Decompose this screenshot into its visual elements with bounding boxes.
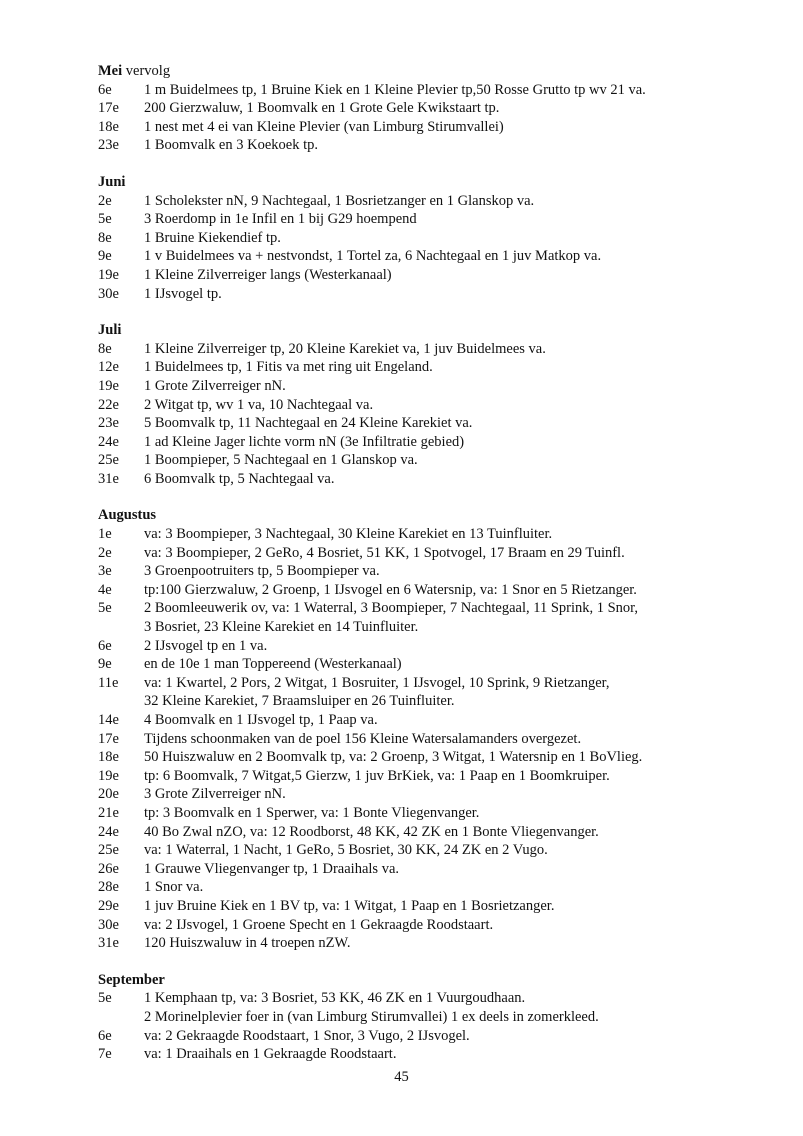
entry-text: 1 Kemphaan tp, va: 3 Bosriet, 53 KK, 46 ZK en 1 Vuurgoudhaan. [144, 990, 526, 1007]
observation-entry [98, 470, 788, 489]
observation-entry [98, 655, 788, 674]
entry-text: va: 1 Kwartel, 2 Pors, 2 Witgat, 1 Bosruiter, 1 IJsvogel, 10 Sprink, 9 Rietzanger, [144, 674, 610, 691]
month-title: September [98, 971, 165, 988]
entry-text: 1 ad Kleine Jager lichte vorm nN (3e Infiltratie gebied) [144, 433, 465, 450]
entry-text: 120 Huiszwaluw in 4 troepen nZW. [144, 935, 351, 952]
month-heading [98, 173, 788, 192]
entry-day: 23e [98, 415, 119, 432]
entry-day: 22e [98, 396, 119, 413]
entry-day: 7e [98, 1046, 112, 1063]
entry-day: 5e [98, 990, 112, 1007]
entry-day: 30e [98, 285, 119, 302]
entry-day: 9e [98, 656, 112, 673]
observation-entry [98, 599, 788, 618]
entry-text: tp:100 Gierzwaluw, 2 Groenp, 1 IJsvogel en 6 Watersnip, va: 1 Snor en 5 Rietzanger. [144, 581, 637, 598]
document-body [98, 62, 788, 1082]
month-heading [98, 62, 788, 81]
entry-text: Tijdens schoonmaken van de poel 156 Kleine Watersalamanders overgezet. [144, 730, 582, 747]
observation-entry [98, 192, 788, 211]
entry-day: 11e [98, 674, 119, 691]
observation-entry [98, 210, 788, 229]
observation-entry [98, 285, 788, 304]
month-heading [98, 971, 788, 990]
observation-entry-continuation [98, 618, 788, 637]
month-section [98, 173, 788, 303]
entry-text: 1 m Buidelmees tp, 1 Bruine Kiek en 1 Kleine Plevier tp,50 Rosse Grutto tp wv 21 va. [144, 81, 646, 98]
observation-entry [98, 785, 788, 804]
month-heading [98, 506, 788, 525]
month-title: Mei [98, 63, 123, 79]
observation-entry [98, 934, 788, 953]
entry-text: va: 2 IJsvogel, 1 Groene Specht en 1 Gekraagde Roodstaart. [144, 916, 494, 933]
entry-day: 17e [98, 730, 119, 747]
entry-day: 24e [98, 823, 119, 840]
month-title-suffix: vervolg [122, 63, 171, 79]
entry-text: 1 Bruine Kiekendief tp. [144, 229, 281, 246]
observation-entry [98, 81, 788, 100]
entry-day: 8e [98, 340, 112, 357]
observation-entry [98, 247, 788, 266]
entry-text: 1 Grote Zilverreiger nN. [144, 377, 286, 394]
entry-day: 2e [98, 544, 112, 561]
page-number: 45 [394, 1069, 409, 1085]
observation-entry [98, 878, 788, 897]
entry-text: tp: 6 Boomvalk, 7 Witgat,5 Gierzw, 1 juv BrKiek, va: 1 Paap en 1 Boomkruiper. [144, 767, 610, 784]
entry-day: 9e [98, 248, 112, 265]
observation-entry [98, 841, 788, 860]
entry-day: 14e [98, 712, 119, 728]
month-title: Augustus [98, 507, 157, 524]
entry-text: 3 Roerdomp in 1e Infil en 1 bij G29 hoempend [144, 211, 417, 228]
entry-day: 18e [98, 749, 119, 766]
entry-day: 2e [98, 192, 112, 209]
observation-entry [98, 674, 788, 693]
entry-text: 6 Boomvalk tp, 5 Nachtegaal va. [144, 470, 335, 487]
entry-day: 29e [98, 897, 119, 914]
entry-text: en de 10e 1 man Toppereend (Westerkanaal) [144, 656, 402, 673]
observation-entry [98, 711, 788, 730]
entry-text: 1 juv Bruine Kiek en 1 BV tp, va: 1 Witgat, 1 Paap en 1 Bosrietzanger. [144, 897, 555, 914]
observation-entry [98, 804, 788, 823]
entry-text: 1 nest met 4 ei van Kleine Plevier (van Limburg Stirumvallei) [144, 118, 504, 135]
month-section [98, 62, 788, 155]
entry-text: 1 Snor va. [144, 879, 204, 896]
entry-day: 21e [98, 804, 119, 821]
entry-text: 1 Grauwe Vliegenvanger tp, 1 Draaihals va. [144, 860, 400, 877]
entry-day: 31e [98, 935, 119, 952]
observation-entry [98, 637, 788, 656]
entry-day: 3e [98, 563, 112, 580]
entry-day: 6e [98, 1027, 112, 1044]
observation-entry [98, 823, 788, 842]
entry-day: 6e [98, 81, 112, 98]
entry-text: va: 3 Boompieper, 2 GeRo, 4 Bosriet, 51 KK, 1 Spotvogel, 17 Braam en 29 Tuinfl. [144, 544, 625, 561]
month-section [98, 321, 788, 488]
entry-day: 5e [98, 600, 112, 617]
observation-entry [98, 414, 788, 433]
observation-entry [98, 358, 788, 377]
observation-entry [98, 562, 788, 581]
observation-entry [98, 1045, 788, 1064]
entry-text: 2 Boomleeuwerik ov, va: 1 Waterral, 3 Boompieper, 7 Nachtegaal, 11 Sprink, 1 Snor, [144, 600, 639, 617]
entry-text: 1 IJsvogel tp. [144, 285, 222, 302]
entry-day: 19e [98, 377, 119, 394]
entry-day [98, 618, 144, 637]
entry-day: 6e [98, 637, 112, 654]
month-section [98, 506, 788, 952]
entry-day: 25e [98, 842, 119, 859]
month-title: Juni [98, 173, 126, 190]
entry-day: 12e [98, 359, 119, 376]
entry-text: 2 IJsvogel tp en 1 va. [144, 637, 268, 654]
entry-day [98, 1008, 144, 1027]
observation-entry-continuation [98, 1008, 788, 1027]
entry-text: 2 Witgat tp, wv 1 va, 10 Nachtegaal va. [144, 396, 374, 413]
entry-day: 28e [98, 879, 119, 896]
observation-entry [98, 525, 788, 544]
entry-text: 2 Morinelplevier foer in (van Limburg Stirumvallei) 1 ex deels in zomerkleed. [144, 1008, 599, 1025]
entry-day: 24e [98, 433, 119, 450]
observation-entry [98, 99, 788, 118]
observation-entry [98, 266, 788, 285]
entry-day: 25e [98, 452, 119, 469]
month-section [98, 971, 788, 1064]
entry-day: 30e [98, 916, 119, 933]
observation-entry [98, 730, 788, 749]
entry-text: 1 Kleine Zilverreiger langs (Westerkanaal) [144, 266, 392, 283]
entry-text: 32 Kleine Karekiet, 7 Braamsluiper en 26 Tuinfluiter. [144, 693, 455, 710]
entry-text: 1 Boompieper, 5 Nachtegaal en 1 Glanskop va. [144, 452, 418, 469]
entry-text: va: 2 Gekraagde Roodstaart, 1 Snor, 3 Vugo, 2 IJsvogel. [144, 1027, 470, 1044]
observation-entry [98, 229, 788, 248]
entry-day [98, 692, 144, 711]
entry-day: 26e [98, 860, 119, 877]
entry-text: 50 Huiszwaluw en 2 Boomvalk tp, va: 2 Groenp, 3 Witgat, 1 Watersnip en 1 BoVlieg. [144, 749, 643, 766]
entry-day: 20e [98, 786, 119, 803]
observation-entry [98, 581, 788, 600]
observation-entry [98, 767, 788, 786]
entry-text: 3 Bosriet, 23 Kleine Karekiet en 14 Tuinfluiter. [144, 619, 419, 636]
observation-entry [98, 916, 788, 935]
month-title: Juli [98, 322, 122, 339]
observation-entry [98, 989, 788, 1008]
entry-day: 18e [98, 118, 119, 135]
observation-entry [98, 748, 788, 767]
entry-text: 1 Scholekster nN, 9 Nachtegaal, 1 Bosrietzanger en 1 Glanskop va. [144, 192, 535, 209]
entry-text: va: 1 Draaihals en 1 Gekraagde Roodstaart. [144, 1046, 397, 1063]
observation-entry [98, 396, 788, 415]
entry-text: 1 Boomvalk en 3 Koekoek tp. [144, 137, 318, 154]
observation-entry [98, 136, 788, 155]
entry-day: 23e [98, 137, 119, 154]
entry-text: 1 v Buidelmees va + nestvondst, 1 Tortel za, 6 Nachtegaal en 1 juv Matkop va. [144, 248, 602, 265]
entry-text: va: 3 Boompieper, 3 Nachtegaal, 30 Kleine Karekiet en 13 Tuinfluiter. [144, 526, 553, 543]
observation-entry [98, 860, 788, 879]
entry-text: 3 Grote Zilverreiger nN. [144, 786, 286, 803]
observation-entry [98, 1027, 788, 1046]
entry-text: 200 Gierzwaluw, 1 Boomvalk en 1 Grote Gele Kwikstaart tp. [144, 100, 500, 117]
observation-entry [98, 433, 788, 452]
observation-entry [98, 897, 788, 916]
entry-text: 40 Bo Zwal nZO, va: 12 Roodborst, 48 KK, 42 ZK en 1 Bonte Vliegenvanger. [144, 823, 599, 840]
entry-text: va: 1 Waterral, 1 Nacht, 1 GeRo, 5 Bosriet, 30 KK, 24 ZK en 2 Vugo. [144, 842, 548, 859]
month-heading [98, 321, 788, 340]
observation-entry-continuation [98, 692, 788, 711]
observation-entry [98, 451, 788, 470]
entry-text: 4 Boomvalk en 1 IJsvogel tp, 1 Paap va. [144, 712, 378, 728]
observation-entry [98, 544, 788, 563]
entry-text: 5 Boomvalk tp, 11 Nachtegaal en 24 Kleine Karekiet va. [144, 415, 473, 432]
entry-text: 3 Groenpootruiters tp, 5 Boompieper va. [144, 563, 380, 580]
entry-day: 17e [98, 100, 119, 117]
observation-entry [98, 118, 788, 137]
entry-day: 4e [98, 581, 112, 598]
entry-text: 1 Kleine Zilverreiger tp, 20 Kleine Karekiet va, 1 juv Buidelmees va. [144, 340, 546, 357]
entry-text: 1 Buidelmees tp, 1 Fitis va met ring uit Engeland. [144, 359, 433, 376]
entry-day: 8e [98, 229, 112, 246]
observation-entry [98, 340, 788, 359]
entry-day: 31e [98, 470, 119, 487]
entry-day: 5e [98, 211, 112, 228]
entry-day: 19e [98, 767, 119, 784]
entry-text: tp: 3 Boomvalk en 1 Sperwer, va: 1 Bonte Vliegenvanger. [144, 804, 480, 821]
entry-day: 1e [98, 526, 112, 543]
entry-day: 19e [98, 266, 119, 283]
observation-entry [98, 377, 788, 396]
